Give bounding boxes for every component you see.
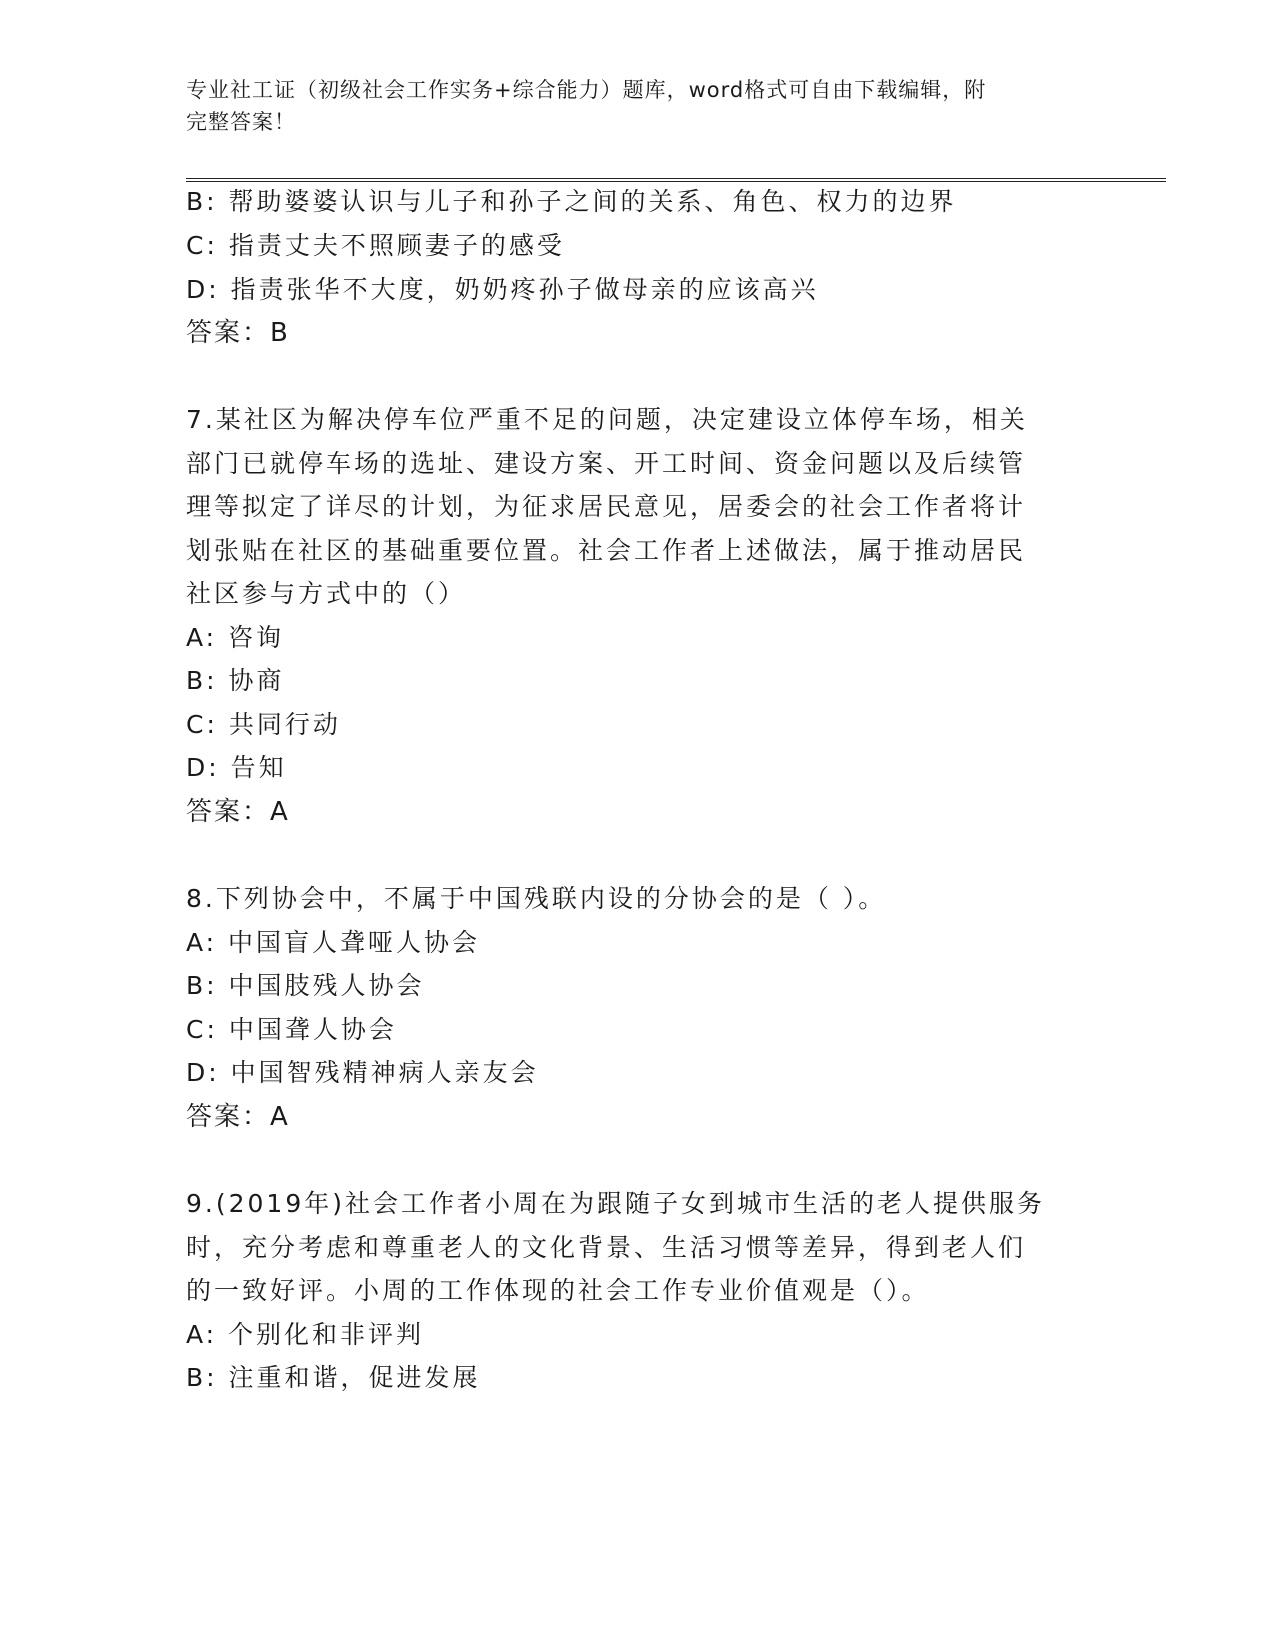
q8-option-d: D: 中国智残精神病人亲友会 [186,1058,539,1087]
q7-stem-line-3: 理等拟定了详尽的计划，为征求居民意见，居委会的社会工作者将计 [186,492,1027,521]
q6-option-c: C: 指责丈夫不照顾妻子的感受 [186,231,565,260]
q6-answer: 答案：B [186,318,290,348]
q7-stem-line-2: 部门已就停车场的选址、建设方案、开工时间、资金问题以及后续管 [186,449,1027,478]
q7-answer: 答案：A [186,797,290,827]
q8-answer: 答案：A [186,1102,290,1132]
page-header [186,74,1086,138]
q7-stem-line-1: 7.某社区为解决停车位严重不足的问题，决定建设立体停车场，相关 [186,405,1028,434]
q9-option-a: A: 个别化和非评判 [186,1320,425,1349]
q9-stem-line-1: 9.(2019年)社会工作者小周在为跟随子女到城市生活的老人提供服务 [186,1189,1045,1218]
q7-option-d: D: 告知 [186,753,287,782]
header-divider [186,178,1166,182]
header-line-1: 专业社工证（初级社会工作实务+综合能力）题库，word格式可自由下载编辑，附 [186,78,987,102]
q9-stem-line-3: 的一致好评。小周的工作体现的社会工作专业价值观是（）。 [186,1276,930,1305]
q7-option-b: B: 协商 [186,666,285,695]
q8-stem-line-1: 8.下列协会中，不属于中国残联内设的分协会的是（ ）。 [186,884,887,913]
q9-stem-line-2: 时，充分考虑和尊重老人的文化背景、生活习惯等差异，得到老人们 [186,1233,1027,1262]
q7-stem-line-4: 划张贴在社区的基础重要位置。社会工作者上述做法，属于推动居民 [186,536,1027,565]
q7-option-a: A: 咨询 [186,623,285,652]
q8-option-a: A: 中国盲人聋哑人协会 [186,928,481,957]
q7-option-c: C: 共同行动 [186,710,341,739]
q8-option-b: B: 中国肢残人协会 [186,971,425,1000]
q7-stem-line-5: 社区参与方式中的（） [186,579,467,608]
header-line-2: 完整答案！ [186,110,296,134]
q9-option-b: B: 注重和谐，促进发展 [186,1363,481,1392]
q8-option-c: C: 中国聋人协会 [186,1015,397,1044]
q6-option-d: D: 指责张华不大度，奶奶疼孙子做母亲的应该高兴 [186,275,819,304]
q6-option-b: B: 帮助婆婆认识与儿子和孙子之间的关系、角色、权力的边界 [186,187,957,216]
